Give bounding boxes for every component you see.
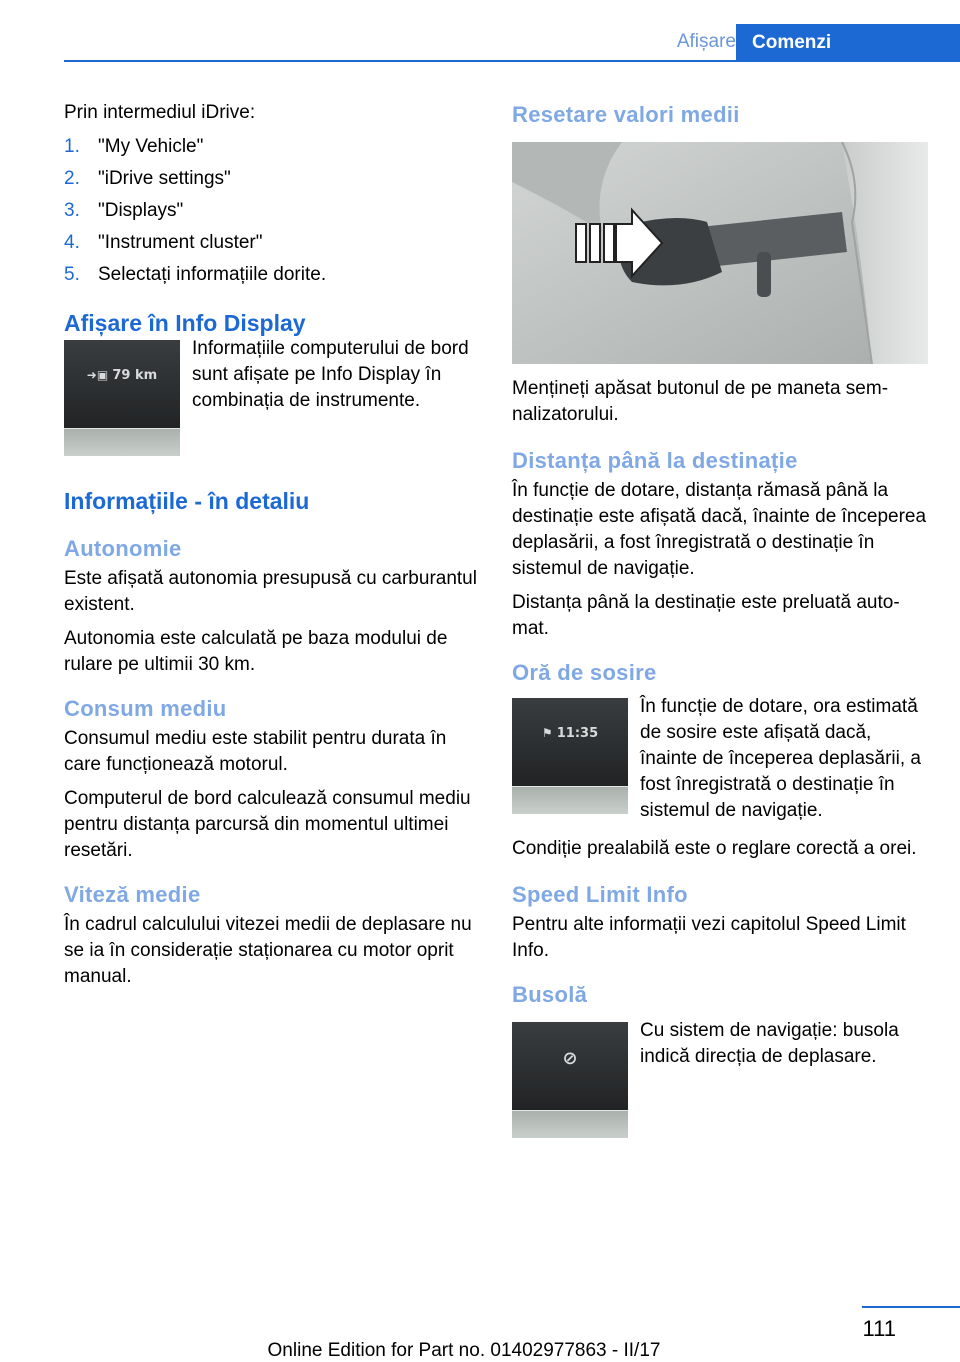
step-text: "Instrument cluster" — [98, 232, 263, 253]
step-text: "Displays" — [98, 200, 184, 221]
turn-signal-lever-image — [512, 142, 928, 364]
ora-text-2: Condiție prealabilă este o reglare corectă a orei. — [512, 838, 917, 859]
ora-figure-row — [512, 698, 928, 832]
chapter-tab[interactable]: Comenzi — [736, 24, 960, 62]
lever-illustration — [512, 142, 928, 364]
ora-text: În funcție de dotare, ora estimată de sosire este afișată dacă, înainte de începerea deplasării, a fost înregistrată o destinație în sistemul de navigație. — [640, 696, 921, 821]
list-item — [64, 198, 478, 230]
right-column — [512, 100, 928, 1138]
autonomie-text-2: Autonomia este calculată pe baza modului de rulare pe ultimii 30 km. — [64, 628, 448, 675]
footer-rule — [862, 1306, 960, 1308]
list-item — [64, 230, 478, 262]
ora-heading: Oră de sosire — [512, 660, 657, 685]
steps-list — [64, 134, 478, 294]
distanta-text-2: Distanța până la destinație este preluată automat. — [512, 592, 900, 639]
left-column — [64, 100, 478, 998]
intro-text: Prin intermediul iDrive: — [64, 102, 256, 123]
reset-heading: Resetare valori medii — [512, 102, 740, 127]
busola-text: Cu sistem de navigație: busola indică direcția de deplasare. — [640, 1020, 899, 1067]
reset-text: Mențineți apăsat butonul de pe maneta semnalizatorului. — [512, 378, 889, 425]
edition-text: Online Edition for Part no. 01402977863 - II/17 — [267, 1340, 661, 1361]
infodisplay-heading: Afișare în Info Display — [64, 310, 306, 336]
fuel-pump-icon: ➜▣ — [86, 368, 113, 382]
busola-figure-row — [512, 1022, 928, 1138]
viteza-text: În cadrul calculului vitezei medii de deplasare nu se ia în considerație staționarea cu motor oprit manual. — [64, 914, 472, 987]
compass-display-image — [512, 1022, 628, 1138]
section-tab[interactable]: Afișare — [676, 31, 736, 52]
consum-heading: Consum mediu — [64, 696, 227, 721]
distanta-text: În funcție de dotare, distanța rămasă până la destinație este afișată dacă, înainte de începerea deplasării, a fost înregistrată o destinație în sistemul de navigație. — [512, 480, 927, 579]
header-rule — [64, 60, 960, 62]
viteza-heading: Viteză medie — [64, 882, 201, 907]
step-number: 4. — [64, 232, 80, 253]
busola-heading: Busolă — [512, 982, 588, 1007]
range-display-image — [64, 340, 180, 456]
step-text: Selectați informațiile dorite. — [98, 264, 327, 285]
arrival-time-display-image — [512, 698, 628, 814]
range-readout: ➜▣ 79 km — [86, 368, 158, 383]
infodisplay-figure-row — [64, 340, 478, 456]
page-header — [0, 0, 960, 62]
arrival-readout: ⚑ 11:35 — [541, 726, 599, 741]
list-item — [64, 262, 478, 294]
speed-limit-heading: Speed Limit Info — [512, 882, 688, 907]
flag-icon: ⚑ — [541, 726, 557, 740]
consum-text-2: Computerul de bord calculează consumul mediu pentru distanța parcursă din momentul ultimei resetări. — [64, 788, 471, 861]
step-number: 2. — [64, 168, 80, 189]
consum-text: Consumul mediu este stabilit pentru durata în care funcționează motorul. — [64, 728, 447, 775]
step-number: 3. — [64, 200, 80, 221]
compass-icon: ⊘ — [562, 1048, 578, 1069]
distanta-heading: Distanța până la destinație — [512, 448, 798, 473]
autonomie-heading: Autonomie — [64, 536, 182, 561]
list-item — [64, 166, 478, 198]
step-number: 5. — [64, 264, 80, 285]
speed-limit-text: Pentru alte informații vezi capitolul Speed Limit Info. — [512, 914, 906, 961]
list-item — [64, 134, 478, 166]
detail-heading: Informațiile - în detaliu — [64, 488, 310, 514]
page-number: 111 — [862, 1316, 896, 1341]
infodisplay-text: Informațiile computerului de bord sunt afișate pe Info Display în combinația de instrumente. — [192, 338, 469, 411]
page-footer — [0, 1300, 960, 1362]
step-number: 1. — [64, 136, 80, 157]
step-text: "iDrive settings" — [98, 168, 231, 189]
step-text: "My Vehicle" — [98, 136, 204, 157]
autonomie-text: Este afișată autonomia presupusă cu carburantul existent. — [64, 568, 477, 615]
